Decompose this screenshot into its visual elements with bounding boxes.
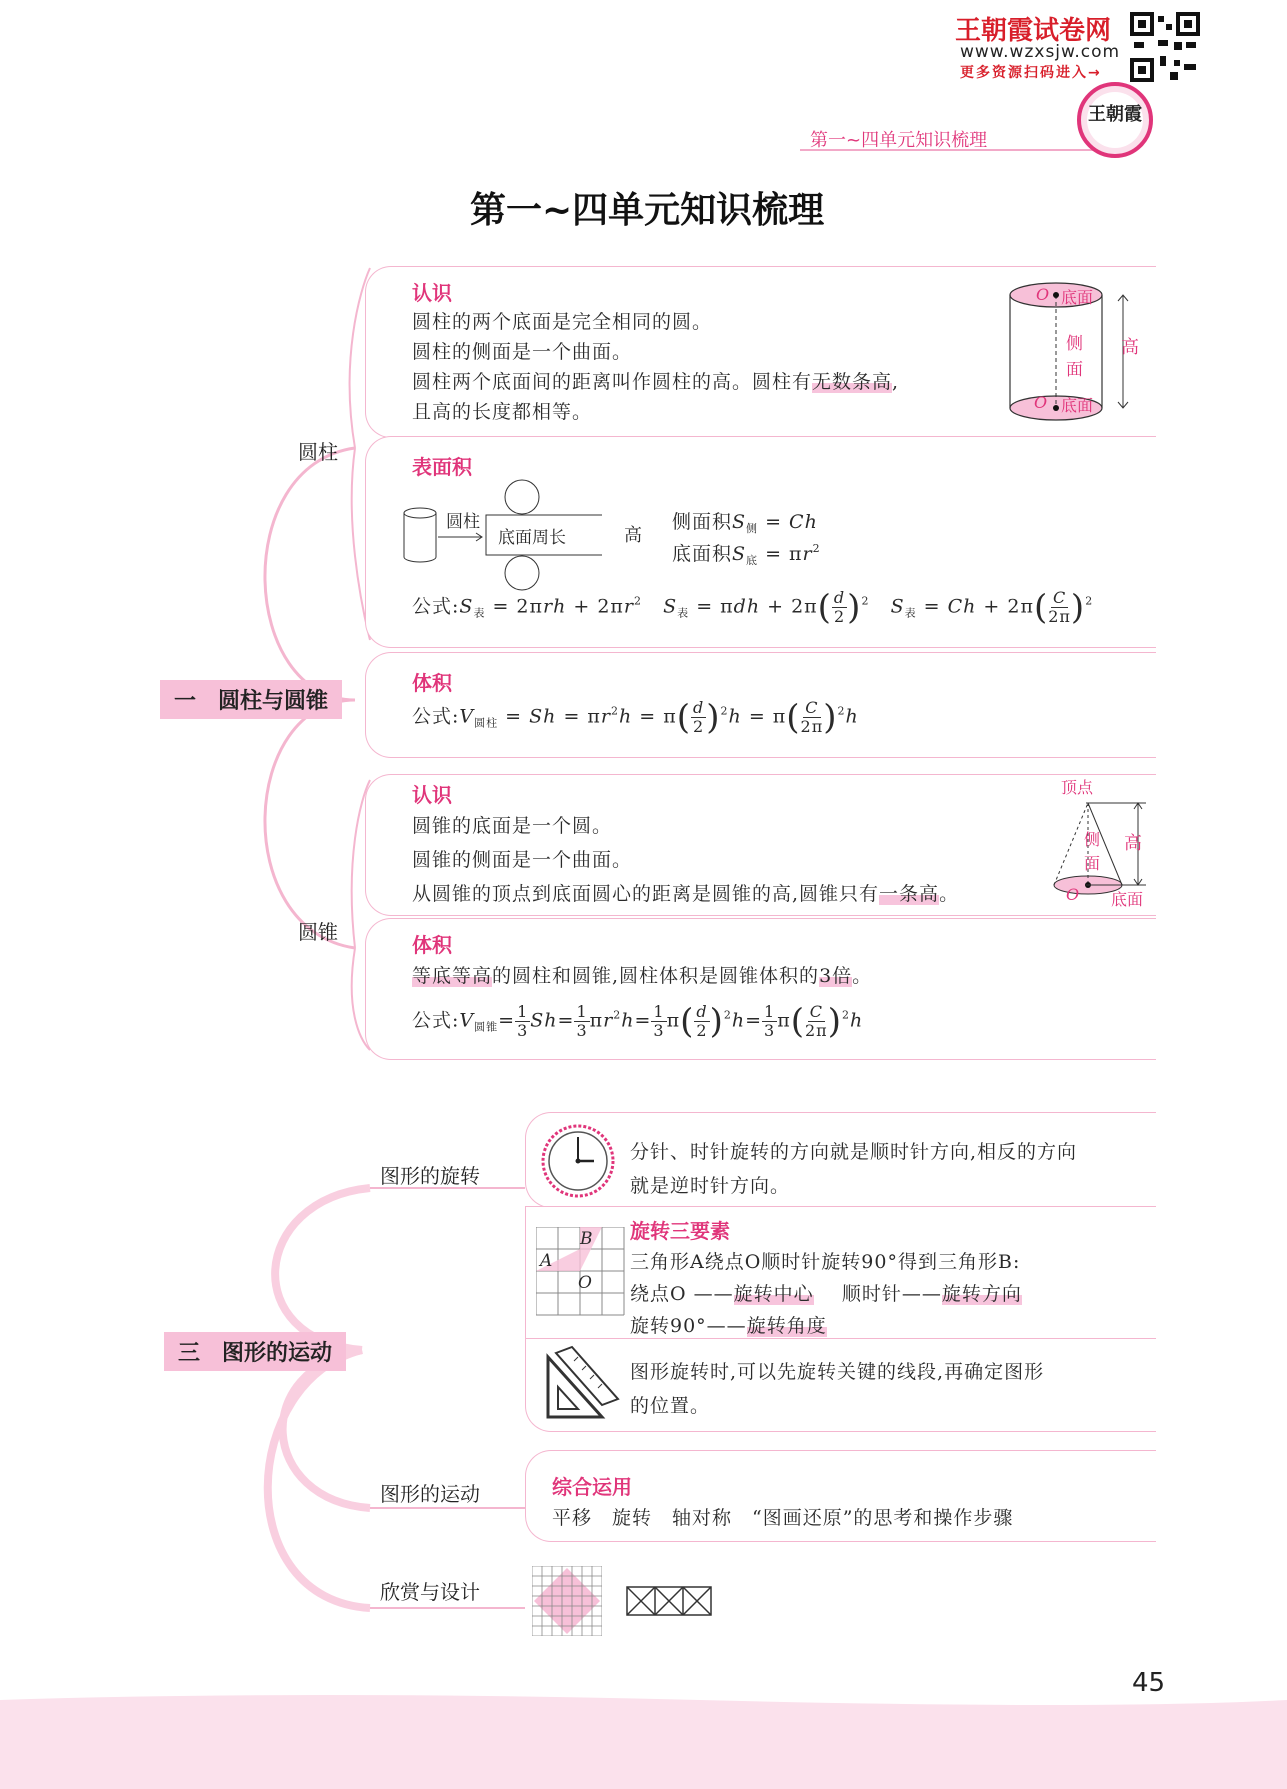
cylinder-base-bottom: 底面: [1061, 396, 1094, 415]
base-area-formula: 底面积$S_底 = \pi r^2$: [672, 542, 821, 567]
rotation-line-2: 绕点O ——旋转中心 顺时针——旋转方向: [630, 1283, 1022, 1305]
cone-line-1: 圆锥的底面是一个圆。: [412, 815, 613, 837]
clock-text-1: 分针、时针旋转的方向就是顺时针方向,相反的方向: [630, 1141, 1078, 1163]
grid-label-a: A: [540, 1251, 553, 1271]
cylinder-recognition-box: [365, 266, 1156, 438]
cone-volume-formula: 公式$:V_{圆锥}=$ $\frac{1}{3}$ Sh= $\frac{1}{3}$ $\pi r^2h=$ $\frac{1}{3}$ π( $\frac{d}{2}$ )$^2$h= $\frac{1}{3}$ π( $\frac{C}{2\pi}$ )$^2$h: [412, 1001, 864, 1042]
clock-text-2: 就是逆时针方向。: [630, 1175, 791, 1197]
cylinder-line-3: 圆柱两个底面间的距离叫作圆柱的高。圆柱有无数条高,: [412, 371, 900, 393]
cylinder-o-top: O: [1036, 285, 1050, 304]
cone-base-label: 底面: [1111, 890, 1144, 909]
cone-volume-box: [365, 918, 1156, 1060]
cone-line-3: 从圆锥的顶点到底面圆心的距离是圆锥的高,圆锥只有一条高。: [412, 883, 960, 905]
motion-heading: 综合运用: [552, 1475, 632, 1499]
cylinder-volume-box: [365, 652, 1156, 758]
branch-cylinder: 圆柱: [298, 440, 338, 464]
cone-volume-heading: 体积: [412, 933, 452, 957]
cone-side-1: 侧: [1084, 830, 1101, 849]
cone-side-2: 面: [1084, 854, 1101, 873]
cylinder-line-2: 圆柱的侧面是一个曲面。: [412, 341, 633, 363]
surface-formula: 公式$:S_表 = 2\pi rh + 2\pi r^2$ $S_表 = \pi dh + 2\pi$( $\frac{d}{2}$ )$^2$ $S_表 = Ch + 2\pi$( $\frac{C}{2\pi}$ )$^2$: [412, 587, 1094, 628]
chapter-3-label: 三 图形的运动: [164, 1332, 346, 1371]
design-grid-pattern: [532, 1566, 602, 1636]
branch-motion: 图形的运动: [380, 1482, 480, 1506]
design-cross-pattern: [626, 1586, 712, 1616]
brand-url[interactable]: www.wzxsjw.com: [960, 42, 1121, 62]
page-number: 45: [1132, 1668, 1166, 1698]
rotation-elements-heading: 旋转三要素: [630, 1219, 730, 1243]
rotation-tip-1: 图形旋转时,可以先旋转关键的线段,再确定图形: [630, 1361, 1045, 1383]
motion-text: 平移 旋转 轴对称 “图画还原”的思考和操作步骤: [552, 1507, 1014, 1529]
rotation-tip-box: [525, 1338, 1156, 1432]
net-perimeter-label: 底面周长: [498, 528, 566, 548]
rotation-elements-box: [525, 1206, 1156, 1340]
grid-label-b: B: [580, 1229, 593, 1249]
rotation-tip-2: 的位置。: [630, 1395, 711, 1417]
grid-label-o: O: [578, 1273, 592, 1293]
cone-height-label: 高: [1124, 833, 1142, 854]
cylinder-surface-box: [365, 436, 1156, 648]
cylinder-height: 高: [1121, 337, 1139, 358]
cylinder-line-4: 且高的长度都相等。: [412, 401, 593, 423]
lateral-area-formula: 侧面积$S_侧 = Ch$: [672, 511, 818, 535]
clock-box: [525, 1112, 1156, 1208]
rotation-line-3: 旋转90°——旋转角度: [630, 1315, 827, 1337]
cylinder-volume-formula: 公式$:V_{圆柱} = Sh = \pi r^2h = \pi$( $\frac{d}{2}$ )$^2$h = π( $\frac{C}{2\pi}$ )$^2$h: [412, 697, 859, 738]
cone-recognition-box: [365, 774, 1156, 916]
page-title: 第一~四单元知识梳理: [470, 190, 825, 231]
cylinder-side-2: 面: [1066, 360, 1083, 380]
branch-design: 欣赏与设计: [380, 1580, 480, 1604]
chapter-1-label: 一 圆柱与圆锥: [160, 680, 342, 719]
net-cylinder-label: 圆柱: [446, 512, 480, 532]
cone-line-2: 圆锥的侧面是一个曲面。: [412, 849, 633, 871]
cone-apex-label: 顶点: [1061, 778, 1094, 797]
cylinder-base-top: 底面: [1061, 288, 1094, 307]
cylinder-line-1: 圆柱的两个底面是完全相同的圆。: [412, 311, 713, 333]
clock-icon: [540, 1123, 616, 1199]
cone-recognition-heading: 认识: [412, 783, 452, 807]
branch-rotation: 图形的旋转: [380, 1164, 480, 1188]
brand-logo-text: 王朝霞: [1088, 104, 1142, 125]
branch-cone: 圆锥: [298, 920, 338, 944]
brand-tagline: 更多资源扫码进入→: [960, 65, 1102, 81]
cone-o-label: O: [1066, 885, 1080, 904]
cylinder-recognition-heading: 认识: [412, 281, 452, 305]
surface-heading: 表面积: [412, 455, 472, 479]
set-square-icon: [542, 1343, 622, 1423]
brand-name: 王朝霞试卷网: [955, 16, 1112, 46]
motion-box: [525, 1450, 1156, 1542]
qr-code-icon[interactable]: [1130, 12, 1200, 82]
cone-volume-note: 等底等高的圆柱和圆锥,圆柱体积是圆锥体积的3倍。: [412, 965, 873, 987]
running-header: 第一~四单元知识梳理: [810, 130, 988, 151]
cylinder-volume-heading: 体积: [412, 671, 452, 695]
cone-diagram: [1046, 795, 1166, 915]
cylinder-o-bottom: O: [1034, 393, 1048, 412]
rotation-line-1: 三角形A绕点O顺时针旋转90°得到三角形B:: [630, 1251, 1021, 1273]
cylinder-side-1: 侧: [1066, 334, 1083, 354]
net-height-label: 高: [624, 525, 642, 546]
